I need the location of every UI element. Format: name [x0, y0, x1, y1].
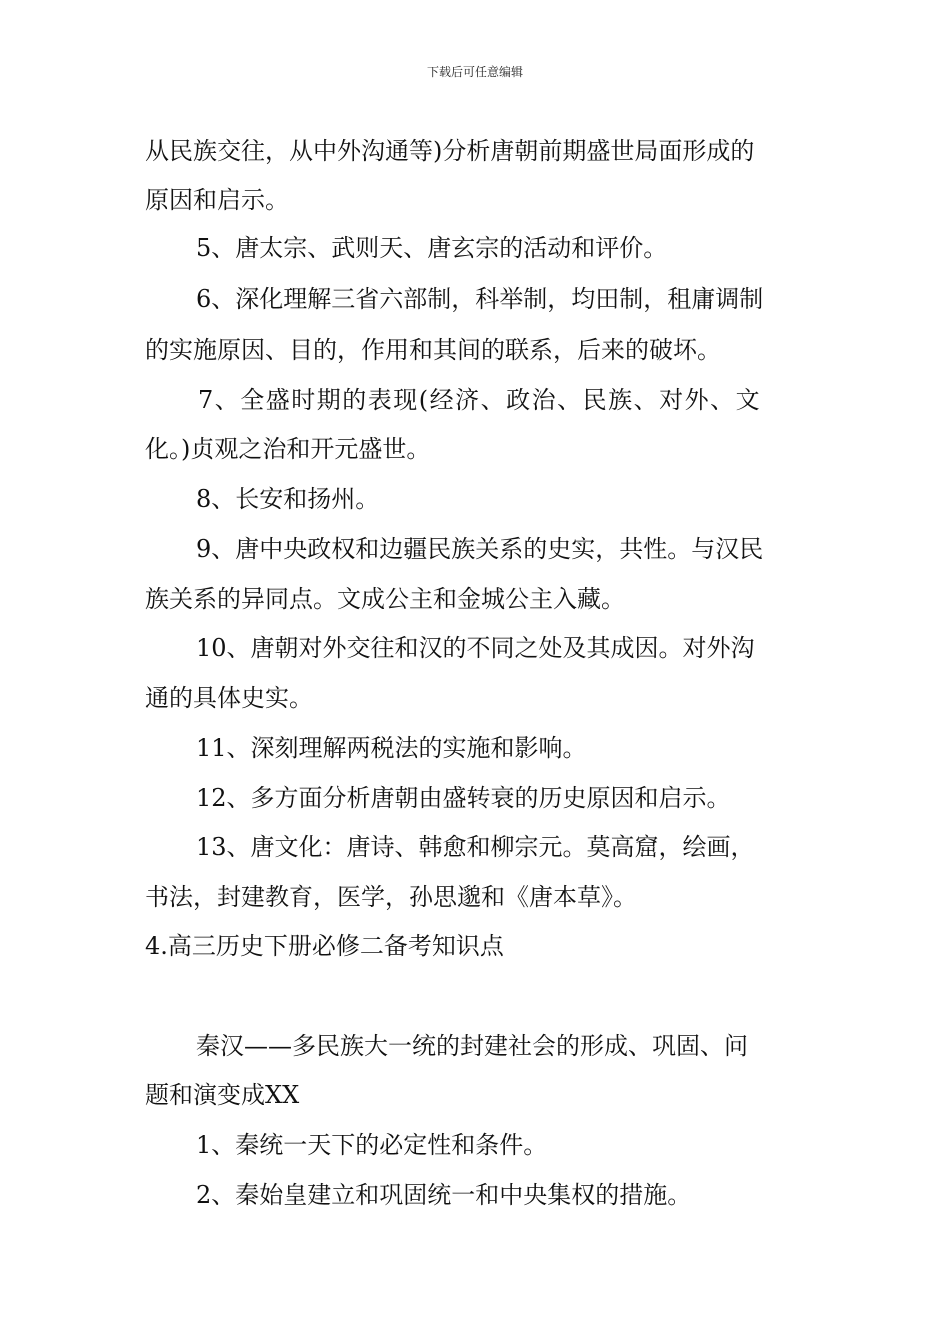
text-line: 的实施原因、目的，作用和其间的联系，后来的破坏。: [145, 336, 721, 364]
text-line: 8、长安和扬州。: [196, 485, 380, 513]
text-line: 2、秦始皇建立和巩固统一和中央集权的措施。: [196, 1181, 692, 1209]
text-line: 原因和启示。: [145, 186, 289, 214]
text-line: 10、唐朝对外交往和汉的不同之处及其成因。对外沟: [196, 634, 755, 662]
text-line: 族关系的异同点。文成公主和金城公主入藏。: [145, 585, 625, 613]
text-line: 9、唐中央政权和边疆民族关系的史实，共性。与汉民: [196, 535, 764, 563]
text-line: 7、全盛时期的表现(经济、政治、民族、对外、文: [198, 386, 762, 414]
page-header: 下载后可任意编辑: [426, 65, 523, 79]
text-line: 从民族交往，从中外沟通等)分析唐朝前期盛世局面形成的: [145, 137, 755, 165]
text-line: 11、深刻理解两税法的实施和影响。: [196, 734, 587, 762]
text-line: 通的具体史实。: [145, 684, 313, 712]
text-line: 1、秦统一天下的必定性和条件。: [196, 1131, 548, 1159]
text-line: 6、深化理解三省六部制，科举制，均田制，租庸调制: [196, 285, 764, 313]
text-line: 13、唐文化：唐诗、韩愈和柳宗元。莫高窟，绘画，: [196, 833, 755, 861]
text-line: 5、唐太宗、武则天、唐玄宗的活动和评价。: [196, 234, 668, 262]
text-line: 题和演变成XX: [145, 1081, 300, 1109]
text-line: 书法，封建教育，医学，孙思邈和《唐本草》。: [145, 883, 637, 911]
text-line: 秦汉——多民族大一统的封建社会的形成、巩固、问: [196, 1032, 748, 1060]
text-line: 12、多方面分析唐朝由盛转衰的历史原因和启示。: [196, 784, 731, 812]
text-line: 化。)贞观之治和开元盛世。: [145, 435, 431, 463]
section-heading: 4.高三历史下册必修二备考知识点: [145, 932, 504, 960]
